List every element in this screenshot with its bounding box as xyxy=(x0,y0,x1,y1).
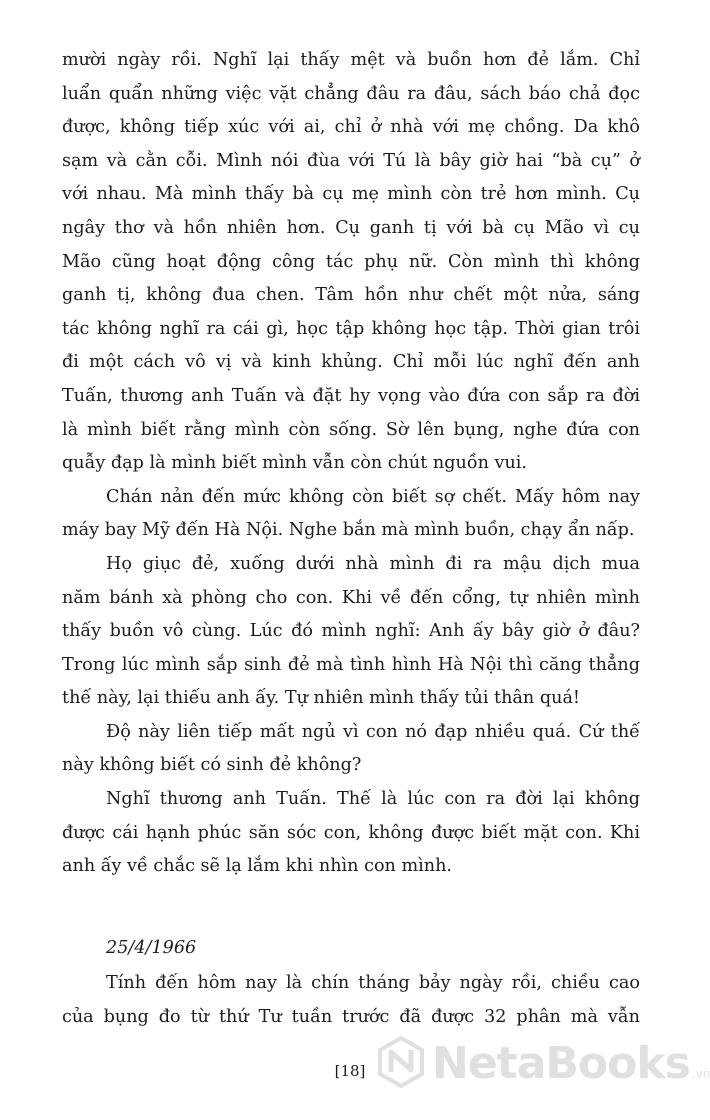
text-line: Tính đến hôm nay là chín tháng bảy ngày rồi, chiều cao xyxy=(106,973,640,993)
text-line: thấy buồn vô cùng. Lúc đó mình nghĩ: Anh ấy bây giờ ở đâu? xyxy=(62,621,640,642)
text-line: luẩn quẩn những việc vặt chẳng đâu ra đâu, sách báo chả đọc xyxy=(62,83,640,104)
text-line: ganh tị, không đua chen. Tâm hồn như chết một nửa, sáng xyxy=(62,285,640,306)
text-line: Nghĩ thương anh Tuấn. Thế là lúc con ra đời lại không xyxy=(106,789,640,810)
netabooks-logo-icon xyxy=(376,1036,426,1090)
text-line: Họ giục đẻ, xuống dưới nhà mình đi ra mậu dịch mua xyxy=(106,553,640,574)
text-line: Độ này liên tiếp mất ngủ vì con nó đạp nhiều quá. Cứ thế xyxy=(106,721,640,742)
watermark-text: NetaBooks xyxy=(432,1037,690,1089)
text-line: năm bánh xà phòng cho con. Khi về đến cổng, tự nhiên mình xyxy=(62,587,640,608)
text-line: được cái hạnh phúc săn sóc con, không được biết mặt con. Khi xyxy=(62,822,640,843)
text-line: máy bay Mỹ đến Hà Nội. Nghe bắn mà mình buồn, chạy ẩn nấp. xyxy=(62,520,635,541)
watermark-suffix: .vn xyxy=(691,1067,710,1081)
text-line: Chán nản đến mức không còn biết sợ chết. Mấy hôm nay xyxy=(106,486,640,507)
text-line: với nhau. Mà mình thấy bà cụ mẹ mình còn trẻ hơn mình. Cụ xyxy=(62,184,640,205)
text-line: thế này, lại thiếu anh ấy. Tự nhiên mình thấy tủi thân quá! xyxy=(62,688,581,709)
text-line: tác không nghĩ ra cái gì, học tập không học tập. Thời gian trôi xyxy=(62,318,640,339)
text-line: mười ngày rồi. Nghĩ lại thấy mệt và buồn hơn đẻ lắm. Chỉ xyxy=(62,50,640,70)
diary-text-bottom xyxy=(62,967,640,1034)
text-line: Trong lúc mình sắp sinh đẻ mà tình hình Hà Nội thì căng thẳng xyxy=(62,654,640,675)
text-line: là mình biết rằng mình còn sống. Sờ lên bụng, nghe đứa con xyxy=(62,419,640,440)
text-line: Mão cũng hoạt động công tác phụ nữ. Còn mình thì không xyxy=(62,251,640,272)
watermark xyxy=(376,1036,710,1090)
diary-text-top xyxy=(62,44,640,884)
text-line: của bụng đo từ thứ Tư tuần trước đã được 32 phân mà vẫn xyxy=(62,1006,640,1027)
text-line: sạm và cằn cỗi. Mình nói đùa với Tú là bây giờ hai “bà cụ” ở xyxy=(62,150,640,171)
text-line: quẫy đạp là mình biết mình vẫn còn chút nguồn vui. xyxy=(62,453,528,474)
text-line: ngây thơ và hồn nhiên hơn. Cụ ganh tị với bà cụ Mão vì cụ xyxy=(62,217,640,238)
page-number: [18] xyxy=(334,1062,366,1080)
text-line: được, không tiếp xúc với ai, chỉ ở nhà với mẹ chồng. Da khô xyxy=(62,117,640,138)
diary-date: 25/4/1966 xyxy=(106,938,197,958)
text-line: này không biết có sinh đẻ không? xyxy=(62,755,362,776)
text-line: Tuấn, thương anh Tuấn và đặt hy vọng vào đứa con sắp ra đời xyxy=(62,385,640,406)
text-line: đi một cách vô vị và kinh khủng. Chỉ mỗi lúc nghĩ đến anh xyxy=(62,352,640,373)
text-line: anh ấy về chắc sẽ lạ lắm khi nhìn con mình. xyxy=(62,856,453,877)
